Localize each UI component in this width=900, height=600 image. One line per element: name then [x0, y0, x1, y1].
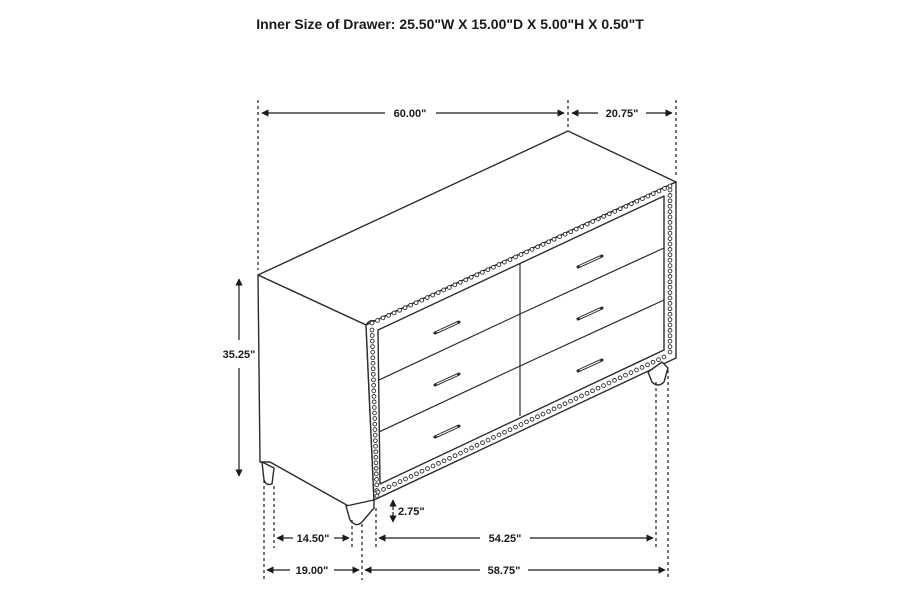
nailhead — [668, 318, 672, 322]
nailhead — [580, 225, 584, 229]
nailhead — [372, 395, 376, 399]
nailhead — [372, 378, 376, 382]
nailhead — [373, 411, 377, 415]
nailhead — [371, 345, 375, 349]
nailhead — [475, 443, 479, 447]
dim-label-front-leg-span: 54.25" — [488, 533, 522, 545]
nailhead — [514, 425, 518, 429]
nailhead — [453, 454, 457, 458]
nailhead — [371, 372, 375, 376]
nailhead — [458, 281, 462, 285]
nailhead — [651, 360, 655, 364]
nailhead — [409, 303, 413, 307]
nailhead — [657, 189, 661, 193]
nailhead — [409, 475, 413, 479]
nailhead — [470, 446, 474, 450]
nailhead — [541, 412, 545, 416]
nailhead — [373, 439, 377, 443]
nailhead — [668, 269, 672, 273]
nailhead — [371, 350, 375, 354]
nailhead — [668, 280, 672, 284]
nailhead — [481, 270, 485, 274]
nailhead — [618, 207, 622, 211]
nailhead — [525, 420, 529, 424]
nailhead — [497, 433, 501, 437]
nailhead — [442, 288, 446, 292]
nailhead — [668, 210, 672, 214]
nailhead — [668, 231, 672, 235]
nailhead — [630, 202, 634, 206]
nailhead — [602, 384, 606, 388]
nailhead — [596, 386, 600, 390]
nailhead — [431, 464, 435, 468]
nailhead — [668, 264, 672, 268]
nailhead — [381, 316, 385, 320]
nailhead — [541, 243, 545, 247]
nailhead — [372, 389, 376, 393]
dim-label-front-base-width: 58.75" — [487, 565, 521, 577]
nailhead — [558, 235, 562, 239]
nailhead — [497, 263, 501, 267]
nailhead — [657, 358, 661, 362]
nailhead — [370, 339, 374, 343]
nailhead — [403, 306, 407, 310]
nailhead — [668, 350, 672, 354]
nailhead — [431, 293, 435, 297]
nailhead — [373, 422, 377, 426]
nailhead — [635, 199, 639, 203]
nailhead — [547, 240, 551, 244]
nailhead — [613, 210, 617, 214]
nailhead — [371, 356, 375, 360]
nailhead — [668, 307, 672, 311]
nailhead — [624, 204, 628, 208]
nailhead — [514, 255, 518, 259]
nailhead — [508, 428, 512, 432]
dim-label-depth: 20.75" — [605, 108, 639, 120]
nailhead — [591, 220, 595, 224]
nailhead — [398, 308, 402, 312]
nailhead — [503, 260, 507, 264]
nailhead — [668, 296, 672, 300]
nailhead — [563, 402, 567, 406]
nailhead — [415, 472, 419, 476]
nailhead — [558, 404, 562, 408]
nailhead — [375, 478, 379, 482]
nailhead — [668, 188, 672, 192]
nailhead — [382, 488, 386, 492]
nailhead — [530, 248, 534, 252]
nailhead — [437, 462, 441, 466]
nailhead — [508, 258, 512, 262]
nailhead — [387, 485, 391, 489]
nailhead — [464, 449, 468, 453]
nailhead — [668, 345, 672, 349]
nailhead — [426, 467, 430, 471]
nailhead — [372, 406, 376, 410]
nailhead — [393, 482, 397, 486]
nailhead — [414, 301, 418, 305]
nailhead — [420, 298, 424, 302]
nailhead — [376, 490, 380, 494]
nailhead — [585, 222, 589, 226]
nailhead — [640, 366, 644, 370]
nailhead — [563, 232, 567, 236]
nailhead — [652, 192, 656, 196]
nailhead — [646, 194, 650, 198]
nailhead — [519, 423, 523, 427]
nailhead — [591, 389, 595, 393]
nailhead — [370, 334, 374, 338]
inner-drawer-size-title: Inner Size of Drawer: 25.50"W X 15.00"D X 5.00"H X 0.50"T — [256, 16, 644, 32]
nailhead — [607, 381, 611, 385]
nailhead — [552, 407, 556, 411]
nailhead — [629, 371, 633, 375]
nailhead — [618, 376, 622, 380]
nailhead — [372, 400, 376, 404]
nailhead — [668, 312, 672, 316]
nailhead — [668, 248, 672, 252]
nailhead — [668, 194, 672, 198]
nailhead — [607, 212, 611, 216]
nailhead — [668, 199, 672, 203]
nailhead — [668, 204, 672, 208]
nailhead — [374, 444, 378, 448]
nailhead — [668, 275, 672, 279]
nailhead — [373, 417, 377, 421]
nailhead — [668, 242, 672, 246]
nailhead — [373, 433, 377, 437]
nailhead — [486, 438, 490, 442]
dim-label-height: 35.25" — [222, 349, 256, 361]
nailhead — [481, 441, 485, 445]
nailhead — [425, 296, 429, 300]
nailhead — [392, 311, 396, 315]
nailhead — [375, 483, 379, 487]
nailhead — [668, 226, 672, 230]
nailhead — [602, 215, 606, 219]
nailhead — [668, 302, 672, 306]
nailhead — [492, 265, 496, 269]
dim-label-side-leg-span: 14.50" — [296, 533, 330, 545]
nailhead — [668, 291, 672, 295]
nailhead — [668, 184, 672, 188]
nailhead — [580, 394, 584, 398]
nailhead — [370, 328, 374, 332]
nailhead — [469, 275, 473, 279]
nailhead — [486, 268, 490, 272]
nailhead — [569, 399, 573, 403]
nailhead — [453, 283, 457, 287]
nailhead — [459, 451, 463, 455]
nailhead — [398, 480, 402, 484]
nailhead — [372, 383, 376, 387]
nailhead — [668, 215, 672, 219]
dim-label-leg-height: 2.75" — [398, 506, 425, 518]
nailhead — [374, 455, 378, 459]
nailhead — [569, 230, 573, 234]
nailhead — [552, 237, 556, 241]
nailhead — [374, 461, 378, 465]
nailhead — [668, 221, 672, 225]
nailhead — [373, 428, 377, 432]
nailhead — [475, 273, 479, 277]
nailhead — [404, 477, 408, 481]
nailhead — [530, 417, 534, 421]
nailhead — [646, 363, 650, 367]
nailhead — [375, 494, 379, 498]
nailhead — [668, 329, 672, 333]
nailhead — [668, 258, 672, 262]
nailhead — [668, 339, 672, 343]
nailhead — [374, 472, 378, 476]
nailhead — [641, 197, 645, 201]
nailhead — [387, 314, 391, 318]
nailhead — [374, 466, 378, 470]
nailhead — [371, 361, 375, 365]
nailhead — [585, 391, 589, 395]
nailhead — [525, 250, 529, 254]
nailhead — [668, 253, 672, 257]
nailhead — [503, 430, 507, 434]
nailhead — [370, 321, 374, 325]
nailhead — [668, 285, 672, 289]
nailhead — [613, 379, 617, 383]
nailhead — [436, 291, 440, 295]
nailhead — [547, 410, 551, 414]
dim-label-side-base-depth: 19.00" — [295, 565, 329, 577]
nailhead — [442, 459, 446, 463]
nailhead — [536, 245, 540, 249]
nailhead — [371, 367, 375, 371]
nailhead — [596, 217, 600, 221]
nailhead — [536, 415, 540, 419]
nailhead — [624, 373, 628, 377]
nailhead — [635, 368, 639, 372]
nailhead — [420, 469, 424, 473]
nailhead — [574, 227, 578, 231]
nailhead — [668, 237, 672, 241]
dim-label-width: 60.00" — [393, 108, 427, 120]
nailhead — [374, 450, 378, 454]
nailhead — [574, 397, 578, 401]
nailhead — [464, 278, 468, 282]
nailhead — [519, 253, 523, 257]
nailhead — [663, 187, 667, 191]
nailhead — [447, 286, 451, 290]
nailhead — [448, 456, 452, 460]
nailhead — [668, 334, 672, 338]
nailhead — [492, 436, 496, 440]
nailhead — [376, 319, 380, 323]
nailhead — [668, 323, 672, 327]
nailhead — [662, 355, 666, 359]
